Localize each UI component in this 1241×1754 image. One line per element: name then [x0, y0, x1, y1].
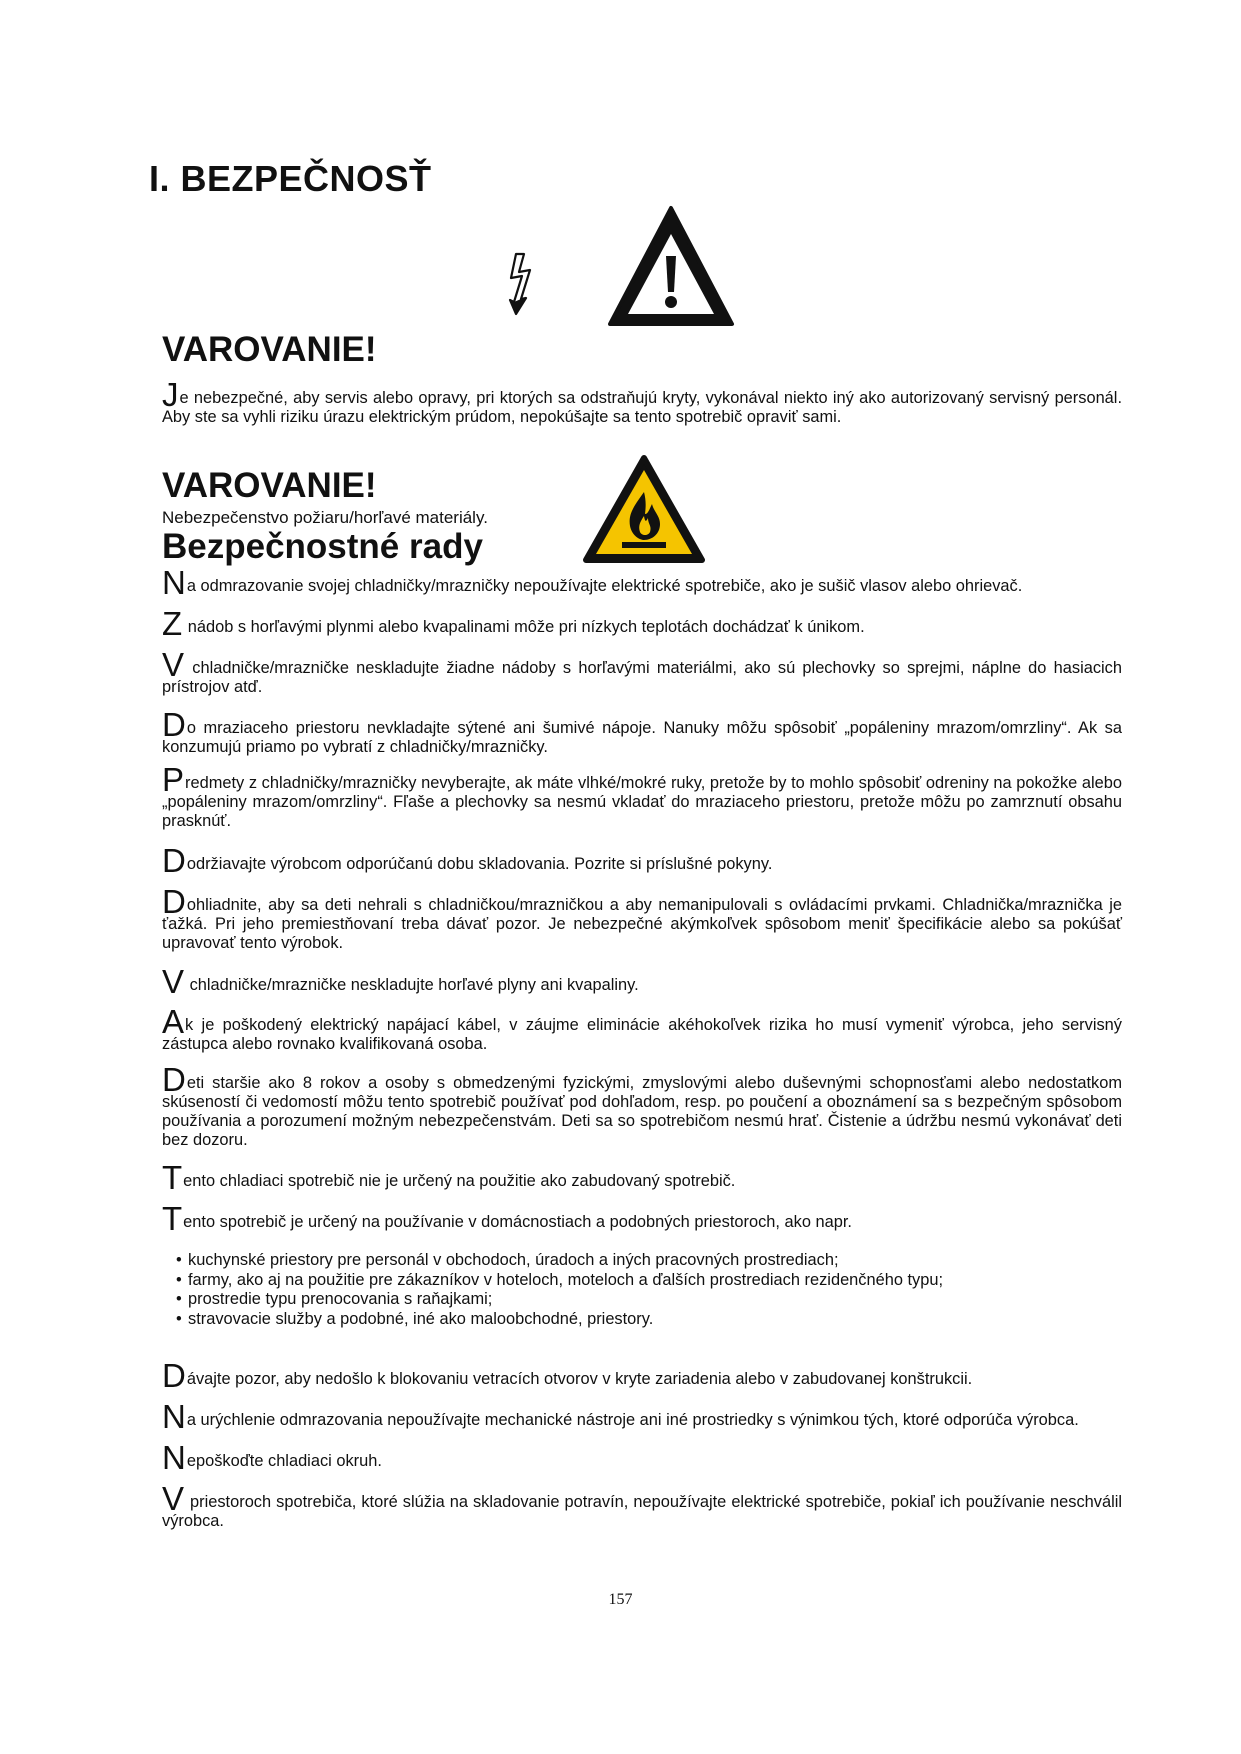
rule-paragraph: Deti staršie ako 8 rokov a osoby s obmedzenými fyzickými, zmyslovými alebo duševnými schopnosťami alebo nedostatkom skúseností či vedomostí môžu tento spotrebič používať pod dohľadom, resp. po poučení a oboznámení sa s bezpečným spôsobom používania a porozumení možným nebezpečenstvám. Deti sa so spotrebičom nesmú hrať. Čistenie a údržbu nesmú vykonávať deti bez dozoru. [162, 1061, 1122, 1149]
fire-hazard-text: Nebezpečenstvo požiaru/horľavé materiály. [162, 508, 488, 527]
rule-paragraph: Dodržiavajte výrobcom odporúčanú dobu skladovania. Pozrite si príslušné pokyny. [162, 842, 773, 879]
list-item: • prostredie typu prenocovania s raňajkami; [176, 1290, 943, 1310]
rule-paragraph: Dohliadnite, aby sa deti nehrali s chladničkou/mrazničkou a aby nemanipulovali s ovládacími prvkami. Chladnička/mraznička je ťažká. Pri jeho premiestňovaní treba dávať pozor. Je nebezpečné akýmkoľvek spôsobom meniť špecifikácie alebo sa pokúšať upravovať tento výrobok. [162, 883, 1122, 952]
rule-paragraph: Ak je poškodený elektrický napájací kábel, v záujme eliminácie akéhokoľvek rizika ho musí vymeniť výrobca, jeho servisný zástupca alebo rovnako kvalifikovaná osoba. [162, 1003, 1122, 1053]
rule-paragraph: Na urýchlenie odmrazovania nepoužívajte mechanické nástroje ani iné prostriedky s výnimkou tých, ktoré odporúča výrobca. [162, 1398, 1079, 1435]
safety-rules-title: Bezpečnostné rady [162, 527, 483, 566]
lightning-bolt-icon [500, 252, 540, 316]
rule-paragraph: V chladničke/mrazničke neskladujte horľavé plyny ani kvapaliny. [162, 963, 639, 1000]
rule-paragraph: Tento chladiaci spotrebič nie je určený na použitie ako zabudovaný spotrebič. [162, 1159, 736, 1196]
rule-paragraph: V priestoroch spotrebiča, ktoré slúžia na skladovanie potravín, nepoužívajte elektrické spotrebiče, pokiaľ ich používanie neschválil výrobca. [162, 1480, 1122, 1530]
rule-paragraph: Tento spotrebič je určený na používanie v domácnostiach a podobných priestoroch, ako napr. [162, 1200, 852, 1237]
section-title: I. BEZPEČNOSŤ [149, 158, 432, 199]
rule-paragraph: Dávajte pozor, aby nedošlo k blokovaniu vetracích otvorov v kryte zariadenia alebo v zabudovanej konštrukcii. [162, 1357, 973, 1394]
usage-bullet-list [176, 1251, 943, 1329]
list-item: • kuchynské priestory pre personál v obchodoch, úradoch a iných pracovných prostrediach; [176, 1251, 943, 1271]
warning-heading-1: VAROVANIE! [162, 330, 377, 369]
page-number: 157 [608, 1591, 633, 1608]
rule-paragraph: V chladničke/mrazničke neskladujte žiadne nádoby s horľavými materiálmi, ako sú plechovky so sprejmi, náplne do hasiacich prístrojov atď. [162, 646, 1122, 696]
warning-heading-2: VAROVANIE! [162, 466, 377, 505]
list-item: • stravovacie služby a podobné, iné ako maloobchodné, priestory. [176, 1310, 943, 1330]
warning-1-text: Je nebezpečné, aby servis alebo opravy, pri ktorých sa odstraňujú kryty, vykonával niekto iný ako autorizovaný servisný personál. Aby ste sa vyhli riziku úrazu elektrickým prúdom, nepokúšajte sa tento spotrebič opraviť sami. [162, 376, 1122, 426]
rule-paragraph: Predmety z chladničky/mrazničky nevyberajte, ak máte vlhké/mokré ruky, pretože by to mohlo spôsobiť odreniny na pokožke alebo „popáleniny mrazom/omrzliny“. Fľaše a plechovky sa nesmú vkladať do mraziaceho priestoru, pretože môžu po zamrznutí obsahu prasknúť. [162, 761, 1122, 830]
rule-paragraph: Nepoškoďte chladiaci okruh. [162, 1439, 382, 1476]
list-item: • farmy, ako aj na použitie pre zákazníkov v hoteloch, moteloch a ďalších prostrediach rezidenčného typu; [176, 1271, 943, 1291]
rule-paragraph: Z nádob s horľavými plynmi alebo kvapalinami môže pri nízkych teplotách dochádzať k únikom. [162, 605, 865, 642]
rule-paragraph: Do mraziaceho priestoru nevkladajte sýtené ani šumivé nápoje. Nanuky môžu spôsobiť „popáleniny mrazom/omrzliny“. Ak sa konzumujú priamo po vybratí z chladničky/mrazničky. [162, 706, 1122, 756]
rule-paragraph: Na odmrazovanie svojej chladničky/mrazničky nepoužívajte elektrické spotrebiče, ako je sušič vlasov alebo ohrievač. [162, 564, 1023, 601]
warning-triangle-icon [606, 204, 736, 330]
flammable-warning-icon [582, 454, 706, 566]
